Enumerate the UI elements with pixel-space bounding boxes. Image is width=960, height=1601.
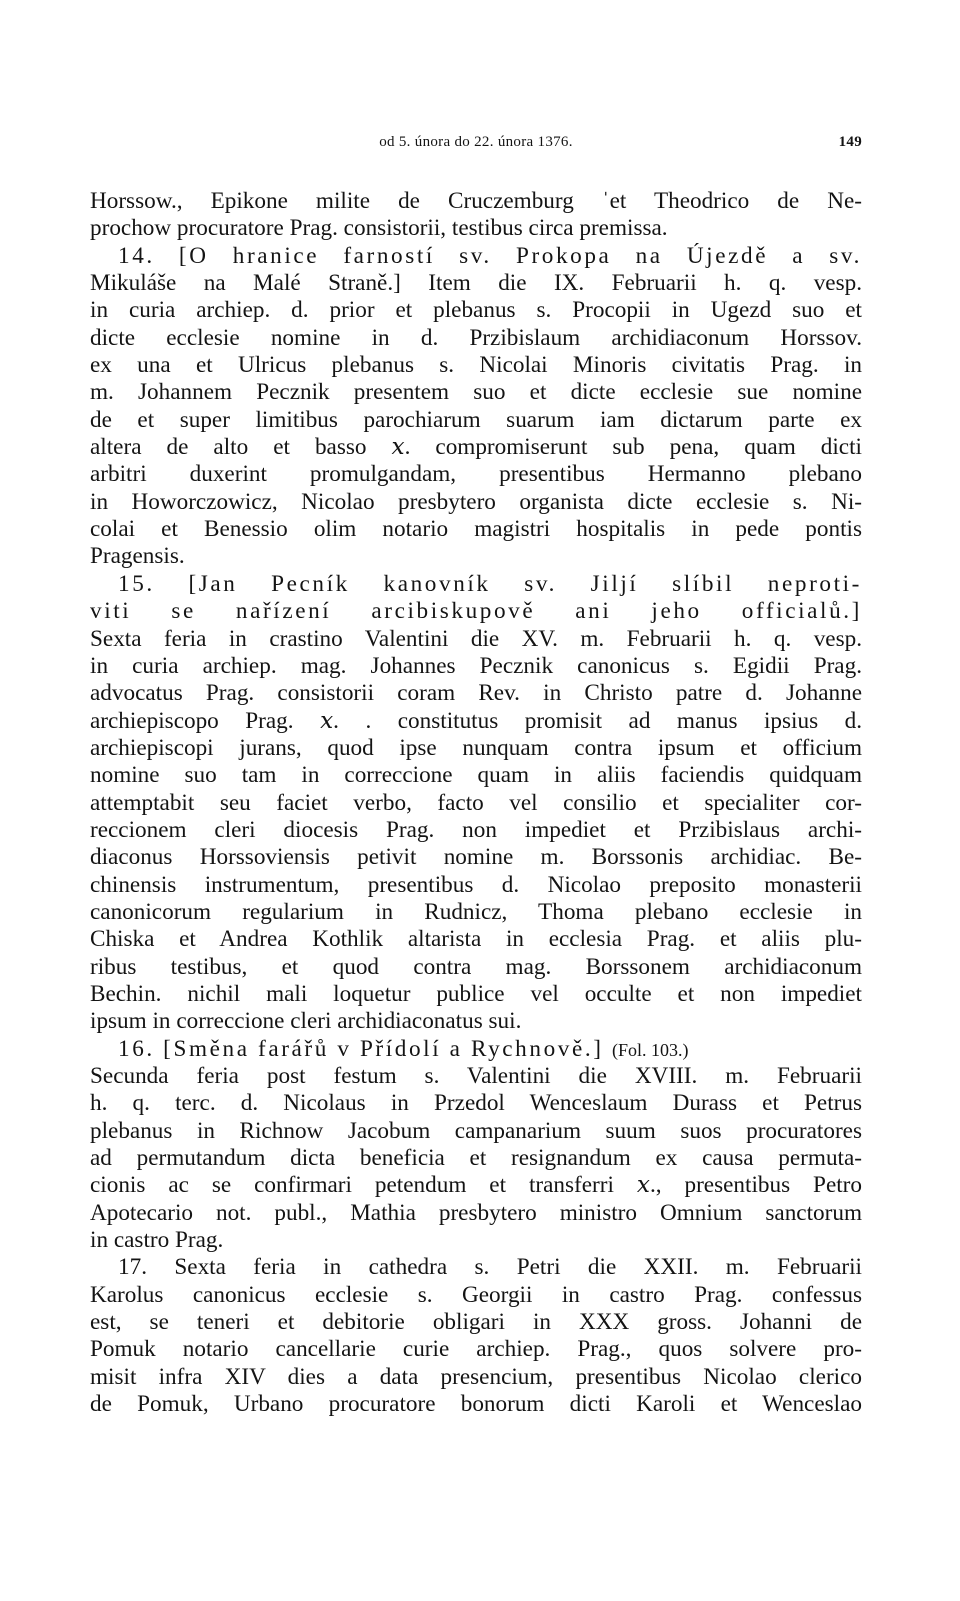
- running-head: [90, 134, 862, 158]
- text-line: altera de alto et basso 𝑥. compromiserunt sub pena, quam dicti: [90, 434, 862, 461]
- text-line: nomine suo tam in correccione quam in aliis faciendis quidquam: [90, 762, 862, 789]
- text-line: Apotecario not. publ., Mathia presbytero ministro Omnium sanctorum: [90, 1199, 862, 1226]
- text-line: Horssow., Epikone milite de Cruczemburg ˈet Theodrico de Ne-: [90, 188, 862, 214]
- text-line: in Howorczowicz, Nicolao presbytero organista dicte ecclesie s. Ni-: [90, 488, 862, 515]
- text-line: de Pomuk, Urbano procuratore bonorum dicti Karoli et Wenceslao: [90, 1391, 862, 1418]
- text-line: reccionem cleri diocesis Prag. non impediet et Przibislaus archi-: [90, 816, 862, 843]
- running-title: od 5. února do 22. února 1376.: [379, 134, 573, 150]
- text-line: plebanus in Richnow Jacobum campanarium suum suos procuratores: [90, 1117, 862, 1144]
- text-line: Karolus canonicus ecclesie s. Georgii in castro Prag. confessus: [90, 1281, 862, 1308]
- text-line: m. Johannem Pecznik presentem suo et dicte ecclesie sue nomine: [90, 379, 862, 406]
- text-line: Chiska et Andrea Kothlik altarista in ecclesia Prag. et aliis plu-: [90, 926, 862, 953]
- text-line: Sexta feria in crastino Valentini die XV. m. Februarii h. q. vesp.: [90, 625, 862, 652]
- text-line: cionis ac se confirmari petendum et transferri 𝑥., presentibus Petro: [90, 1172, 862, 1199]
- text-line: advocatus Prag. consistorii coram Rev. in Christo patre d. Johanne: [90, 680, 862, 707]
- text-line: in curia archiep. mag. Johannes Pecznik canonicus s. Egidii Prag.: [90, 652, 862, 679]
- section-heading-15: 15. [Jan Pecník kanovník sv. Jiljí slíbil neproti-: [118, 570, 862, 597]
- folio-note: (Fol. 103.): [611, 1039, 689, 1060]
- text-line: est, se teneri et debitorie obligari in XXX gross. Johanni de: [90, 1309, 862, 1336]
- text-line: ipsum in correccione cleri archidiaconatus sui.: [90, 1008, 522, 1035]
- text-line: misit infra XIV dies a data presencium, presentibus Nicolao clerico: [90, 1363, 862, 1390]
- section-heading-16: [90, 1036, 862, 1063]
- section-heading-16-text: 16. [Směna farářů v Přídolí a Rychnově.]: [118, 1035, 612, 1062]
- text-line: arbitri duxerint promulgandam, presentibus Hermanno plebano: [90, 461, 862, 488]
- text-line: archiepiscopo Prag. 𝑥. . constitutus promisit ad manus ipsius d.: [90, 707, 862, 734]
- text-line: in curia archiep. d. prior et plebanus s. Procopii in Ugezd suo et: [90, 297, 862, 324]
- text-line: Mikuláše na Malé Straně.] Item die IX. Februarii h. q. vesp.: [90, 270, 862, 297]
- section-heading-17: 17. Sexta feria in cathedra s. Petri die XXII. m. Februarii: [118, 1254, 862, 1281]
- text-line: chinensis instrumentum, presentibus d. Nicolao preposito monasterii: [90, 871, 862, 898]
- text-line: ribus testibus, et quod contra mag. Borssonem archidiaconum: [90, 953, 862, 980]
- section-heading-14: 14. [O hranice farností sv. Prokopa na Újezdě a sv.: [118, 242, 862, 269]
- text-line: h. q. terc. d. Nicolaus in Przedol Wenceslaum Durass et Petrus: [90, 1090, 862, 1117]
- text-line: Bechin. nichil mali loquetur publice vel occulte et non impediet: [90, 980, 862, 1007]
- text-line: prochow procuratore Prag. consistorii, testibus circa premissa.: [90, 215, 668, 242]
- text-line: dicte ecclesie nomine in d. Przibislaum archidiaconum Horssov.: [90, 324, 862, 351]
- text-line: in castro Prag.: [90, 1227, 224, 1254]
- text-line: ad permutandum dicta beneficia et resignandum ex causa permuta-: [90, 1145, 862, 1172]
- text-line: colai et Benessio olim notario magistri hospitalis in pede pontis: [90, 516, 862, 543]
- text-line: attemptabit seu faciet verbo, facto vel consilio et specialiter cor-: [90, 789, 862, 816]
- text-line: canonicorum regularium in Rudnicz, Thoma plebano ecclesie in: [90, 898, 862, 925]
- text-line: Secunda feria post festum s. Valentini die XVIII. m. Februarii: [90, 1063, 862, 1089]
- page-number: 149: [838, 134, 862, 150]
- body-text: [90, 188, 862, 1418]
- text-line: ex una et Ulricus plebanus s. Nicolai Minoris civitatis Prag. in: [90, 352, 862, 379]
- text-line: archiepiscopi jurans, quod ipse nunquam contra ipsum et officium: [90, 734, 862, 761]
- text-line: diaconus Horssoviensis petivit nomine m. Borssonis archidiac. Be-: [90, 844, 862, 871]
- text-line: de et super limitibus parochiarum suarum iam dictarum parte ex: [90, 406, 862, 433]
- text-line: Pomuk notario cancellarie curie archiep. Prag., quos solvere pro-: [90, 1336, 862, 1363]
- text-line: Pragensis.: [90, 543, 185, 570]
- section-heading-15-cont: viti se nařízení arcibiskupově ani jeho officialů.]: [90, 598, 862, 625]
